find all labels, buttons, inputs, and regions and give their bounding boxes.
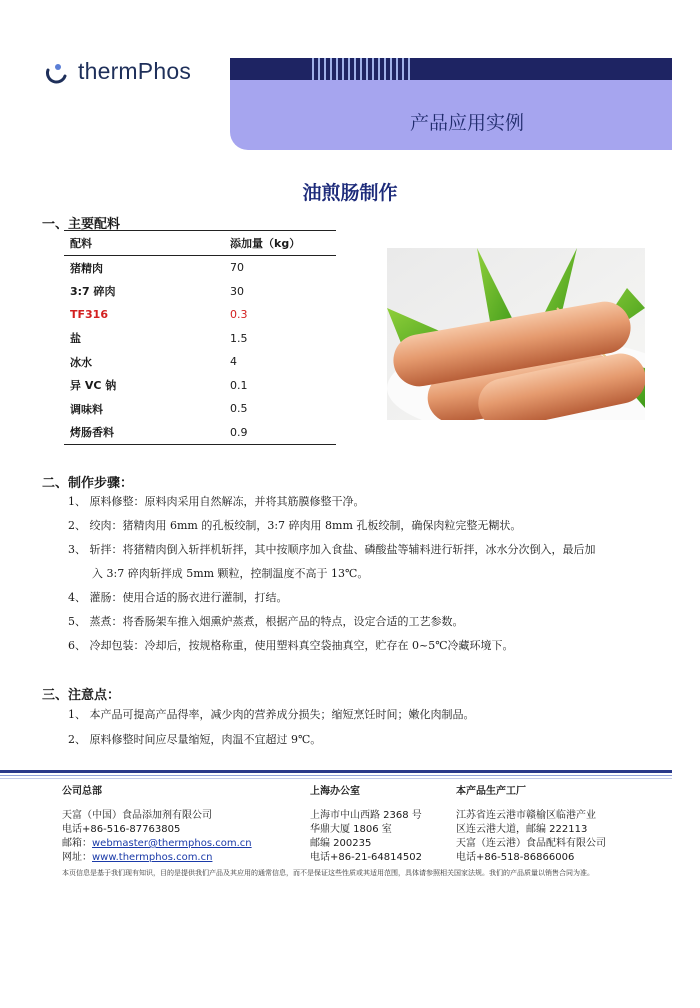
table-row <box>64 421 336 446</box>
header-stripes <box>312 58 410 80</box>
ingredient-name: 冰水 <box>70 355 92 369</box>
list-item: 6、 冷却包装：冷却后，按规格称重，使用塑料真空袋抽真空，贮存在 0~5℃冷藏环境下。 <box>68 639 514 652</box>
footer-line: 江苏省连云港市赣榆区临港产业 <box>456 810 596 821</box>
table-row <box>64 280 336 304</box>
ingredient-name: 猪精肉 <box>70 261 103 275</box>
ingredient-amount: 70 <box>230 261 244 275</box>
document-title: 油煎肠制作 <box>302 182 398 204</box>
footer-hq <box>62 785 292 865</box>
footer-web-line <box>62 851 292 865</box>
thermphos-logo <box>44 58 191 85</box>
table-row <box>64 256 336 280</box>
table-row <box>64 303 336 327</box>
ingredient-amount: 4 <box>230 355 237 369</box>
ingredient-name: 烤肠香料 <box>70 426 114 440</box>
table-header-row <box>64 230 336 256</box>
ingredient-name: 3:7 碎肉 <box>70 285 116 299</box>
ingredient-name: 盐 <box>70 332 81 346</box>
section-heading-ingredients: 一、主要配料 <box>42 217 121 232</box>
ingredient-amount: 1.5 <box>230 331 248 345</box>
table-row <box>64 350 336 374</box>
footer-heading: 本产品生产工厂 <box>456 786 526 797</box>
steps-list <box>68 490 668 658</box>
disclaimer-text: 本页信息是基于我们现有知识，目的是提供我们产品及其应用的通常信息，而不是保证这些性质或其适用范围，具体请参照相关国家法规。我们的产品质量以销售合同为准。 <box>62 869 594 877</box>
ingredient-name: 异 VC 钠 <box>70 379 117 393</box>
ingredient-amount: 0.1 <box>230 378 248 392</box>
email-label: 邮箱： <box>62 838 92 849</box>
logo-text: thermPhos <box>78 58 192 84</box>
footer-factory <box>456 785 656 865</box>
ingredient-amount: 0.3 <box>230 308 248 322</box>
footer-email-line <box>62 837 292 851</box>
footer-line: 电话+86-21-64814502 <box>310 852 422 863</box>
logo-mark-icon <box>44 60 68 84</box>
email-link[interactable]: webmaster@thermphos.com.cn <box>92 838 252 849</box>
footer-heading: 公司总部 <box>62 786 102 797</box>
footer-divider <box>0 770 672 773</box>
footer-line: 邮编 200235 <box>310 838 372 849</box>
section-heading-steps: 二、制作步骤： <box>42 476 134 491</box>
footer-line: 华鼎大厦 1806 室 <box>310 824 392 835</box>
notes-list <box>68 702 668 752</box>
section-heading-notes: 三、注意点： <box>42 688 121 703</box>
list-item: 2、 绞肉：猪精肉用 6mm 的孔板绞制，3:7 碎肉用 8mm 孔板绞制，确保肉粒完整无糊状。 <box>68 519 522 532</box>
web-label: 网址： <box>62 852 92 863</box>
ingredient-name: 调味料 <box>70 402 103 416</box>
website-link[interactable]: www.thermphos.com.cn <box>92 852 213 863</box>
list-item: 2、 原料修整时间应尽量缩短，肉温不宜超过 9℃。 <box>68 733 322 746</box>
footer-divider <box>0 778 672 779</box>
footer-line: 上海市中山西路 2368 号 <box>310 810 422 821</box>
ingredient-amount: 0.5 <box>230 402 248 416</box>
footer-divider <box>0 775 672 776</box>
table-row <box>64 327 336 351</box>
ingredients-table <box>64 230 336 445</box>
list-item: 5、 蒸煮：将香肠架车推入烟熏炉蒸煮，根据产品的特点，设定合适的工艺参数。 <box>68 615 464 628</box>
footer-shanghai <box>310 785 450 865</box>
table-header-cell: 添加量（kg） <box>230 237 301 250</box>
ingredient-amount: 30 <box>230 284 244 298</box>
header-title: 产品应用实例 <box>410 112 525 134</box>
header-band <box>230 58 672 80</box>
footer-heading: 上海办公室 <box>310 786 360 797</box>
footer-line: 天富（中国）食品添加剂有限公司 <box>62 810 212 821</box>
header-panel <box>230 80 672 150</box>
list-item: 4、 灌肠：使用合适的肠衣进行灌制，打结。 <box>68 591 288 604</box>
footer-line: 电话+86-518-86866006 <box>456 852 575 863</box>
list-item: 3、 斩拌：将猪精肉倒入斩拌机斩拌，其中按顺序加入食盐、磷酸盐等辅料进行斩拌，冰水分次倒入，最后加 <box>68 543 596 556</box>
ingredient-name: TF316 <box>70 308 108 322</box>
footer-line: 电话+86-516-87763805 <box>62 824 181 835</box>
footer-line: 天富（连云港）食品配料有限公司 <box>456 838 606 849</box>
table-row <box>64 374 336 398</box>
sausage-photo <box>387 248 645 420</box>
list-item: 1、 原料修整：原料肉采用自然解冻，并将其筋膜修整干净。 <box>68 495 365 508</box>
table-header-cell: 配料 <box>70 237 92 250</box>
ingredient-amount: 0.9 <box>230 425 248 439</box>
footer-line: 区连云港大道，邮编 222113 <box>456 824 588 835</box>
list-item-continuation: 入 3:7 碎肉斩拌成 5mm 颗粒，控制温度不高于 13℃。 <box>92 567 369 580</box>
table-row <box>64 397 336 421</box>
list-item: 1、 本产品可提高产品得率，减少肉的营养成分损失；缩短烹饪时间；嫩化肉制品。 <box>68 708 475 721</box>
